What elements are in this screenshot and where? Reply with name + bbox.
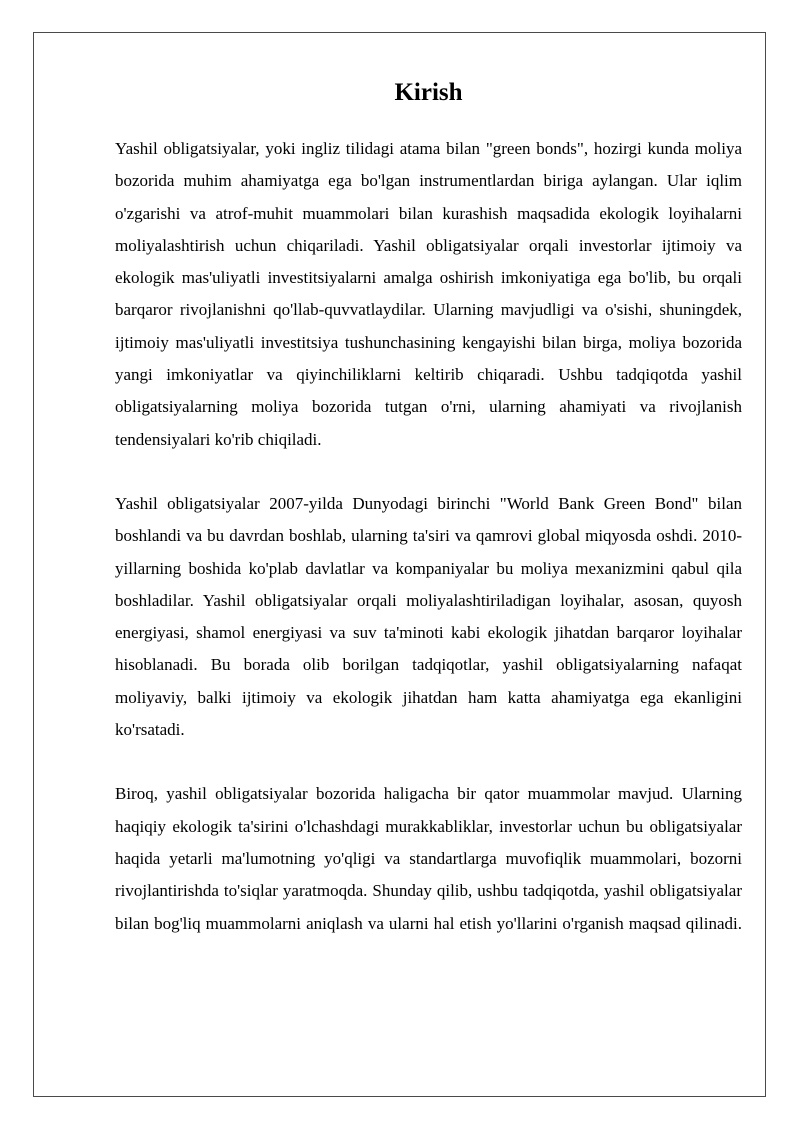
paragraph-problems: Biroq, yashil obligatsiyalar bozorida haligacha bir qator muammolar mavjud. Ularning haqiqiy ekologik ta'sirini o'lchashdagi murakkabliklar, investorlar uchun bu obligatsiyalar haqida yetarli ma'lumotning yo'qligi va standartlarga muvofiqlik muammolari, bozorni rivojlantirishda to'siqlar yaratmoqda. Shunday qilib, ushbu tadqiqotda, yashil obligatsiyalar bilan bog'liq muammolarni aniqlash va ularni hal etish yo'llarini o'rganish maqsad qilinadi.: [115, 784, 742, 933]
page-title: Kirish: [394, 79, 463, 106]
paragraph-history: Yashil obligatsiyalar 2007-yilda Dunyodagi birinchi "World Bank Green Bond" bilan boshlandi va bu davrdan boshlab, ularning ta'siri va qamrovi global miqyosda oshdi. 2010-yillarning boshida ko'plab davlatlar va kompaniyalar bu moliya mexanizmini qabul qila boshladilar. Yashil obligatsiyalar orqali moliyalashtiriladigan loyihalar, asosan, quyosh energiyasi, shamol energiyasi va suv ta'minoti kabi ekologik jihatdan barqaror loyihalar hisoblanadi. Bu borada olib borilgan tadqiqotlar, yashil obligatsiyalarning nafaqat moliyaviy, balki ijtimoiy va ekologik jihatdan ham katta ahamiyatga ega ekanligini ko'rsatadi.: [115, 493, 742, 740]
document-body: [115, 76, 742, 940]
paragraph-intro: Yashil obligatsiyalar, yoki ingliz tilidagi atama bilan "green bonds", hozirgi kunda moliya bozorida muhim ahamiyatga ega bo'lgan instrumentlardan biriga aylangan. Ular iqlim o'zgarishi va atrof-muhit muammolari bilan kurashish maqsadida ekologik loyihalarni moliyalashtirish uchun chiqariladi. Yashil obligatsiyalar orqali investorlar ijtimoiy va ekologik mas'uliyatli investitsiyalarni amalga oshirish imkoniyatiga ega bo'lib, bu orqali barqaror rivojlanishni qo'llab-quvvatlaydilar. Ularning mavjudligi va o'sishi, shuningdek, ijtimoiy mas'uliyatli investitsiya tushunchasining kengayishi bilan birga, moliya bozorida yangi imkoniyatlar va qiyinchiliklarni keltirib chiqaradi. Ushbu tadqiqotda yashil obligatsiyalarning moliya bozorida tutgan o'rni, ularning ahamiyati va rivojlanish tendensiyalari ko'rib chiqiladi.: [115, 139, 742, 449]
